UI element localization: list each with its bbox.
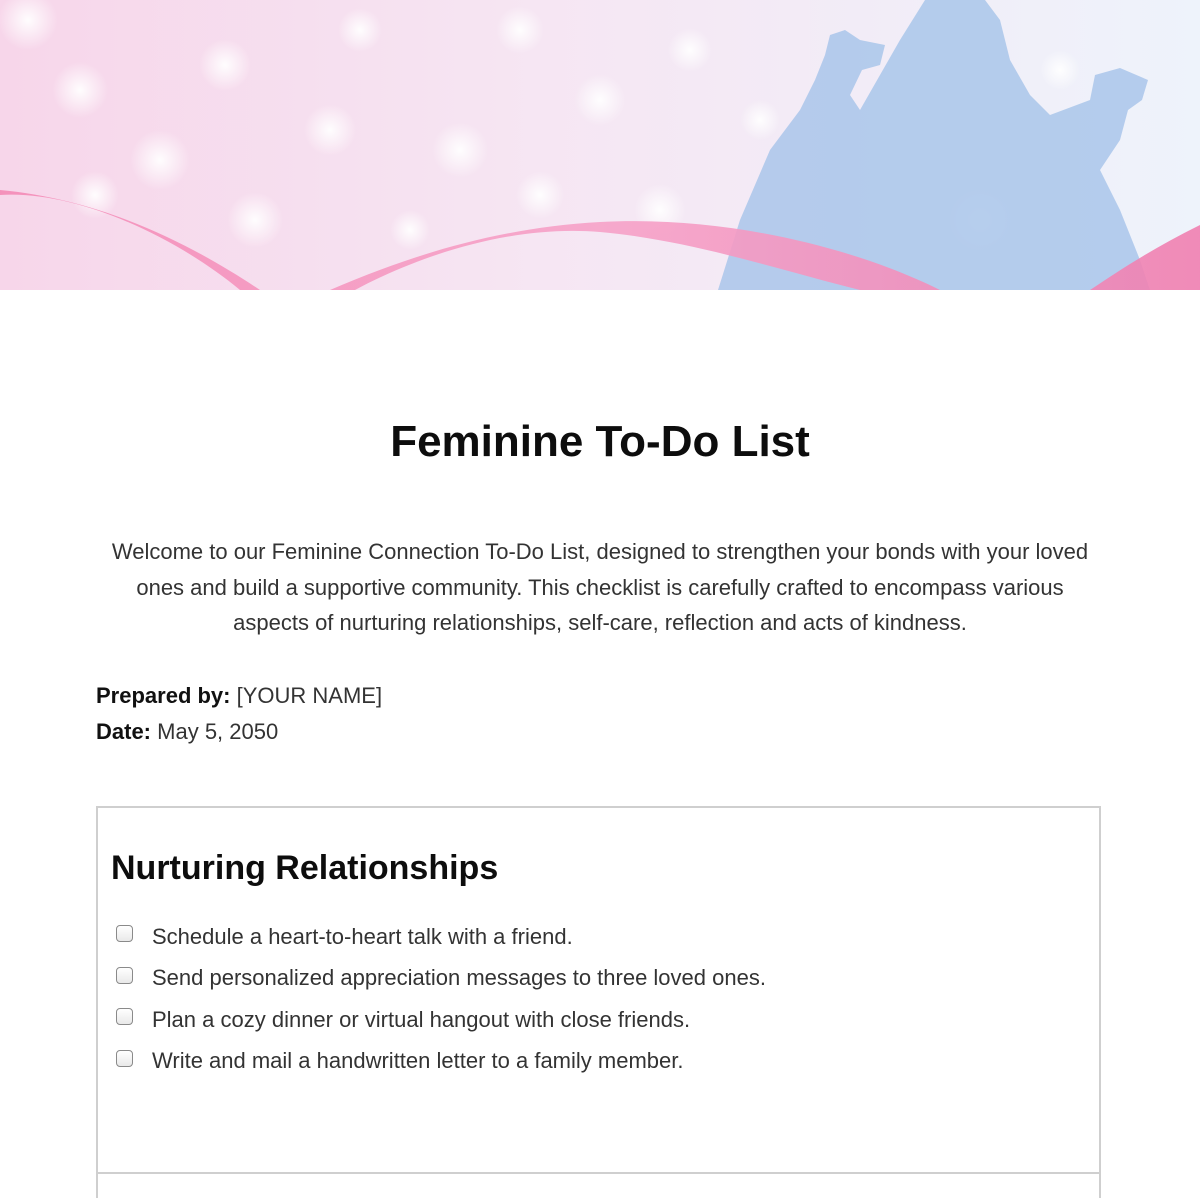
checklist-item bbox=[116, 999, 766, 1041]
ribbon-silhouette-illustration bbox=[0, 0, 1200, 290]
checklist-item-label: Write and mail a handwritten letter to a family member. bbox=[152, 1048, 684, 1074]
date-label: Date: bbox=[96, 719, 152, 744]
section-heading: Nurturing Relationships bbox=[111, 849, 499, 887]
checkbox-icon[interactable] bbox=[116, 925, 133, 942]
prepared-by-label: Prepared by: bbox=[96, 683, 231, 708]
checkbox-icon[interactable] bbox=[116, 967, 133, 984]
checkbox-icon[interactable] bbox=[116, 1008, 133, 1025]
prepared-by-value: [YOUR NAME] bbox=[236, 683, 383, 708]
checklist bbox=[116, 916, 766, 1082]
checkbox-icon[interactable] bbox=[116, 1050, 133, 1067]
checklist-item-label: Send personalized appreciation messages to three loved ones. bbox=[152, 965, 766, 991]
intro-paragraph: Welcome to our Feminine Connection To-Do List, designed to strengthen your bonds with your loved ones and build a supportive community. This checklist is carefully crafted to encompass various aspects of nurturing relationships, self-care, reflection and acts of kindness. bbox=[111, 539, 1089, 635]
checklist-item-label: Schedule a heart-to-heart talk with a friend. bbox=[152, 923, 573, 949]
checklist-item-label: Plan a cozy dinner or virtual hangout with close friends. bbox=[152, 1006, 691, 1032]
checklist-item bbox=[116, 958, 766, 1000]
date-line bbox=[96, 717, 278, 747]
prepared-by-line bbox=[96, 681, 382, 711]
section-card-nurturing-relationships bbox=[96, 806, 1101, 1172]
checklist-item bbox=[116, 916, 766, 958]
page-title: Feminine To-Do List bbox=[390, 417, 810, 466]
section-card-next bbox=[96, 1172, 1101, 1198]
date-value: May 5, 2050 bbox=[157, 719, 279, 744]
checklist-item bbox=[116, 1041, 766, 1083]
header-banner-image bbox=[0, 0, 1200, 290]
